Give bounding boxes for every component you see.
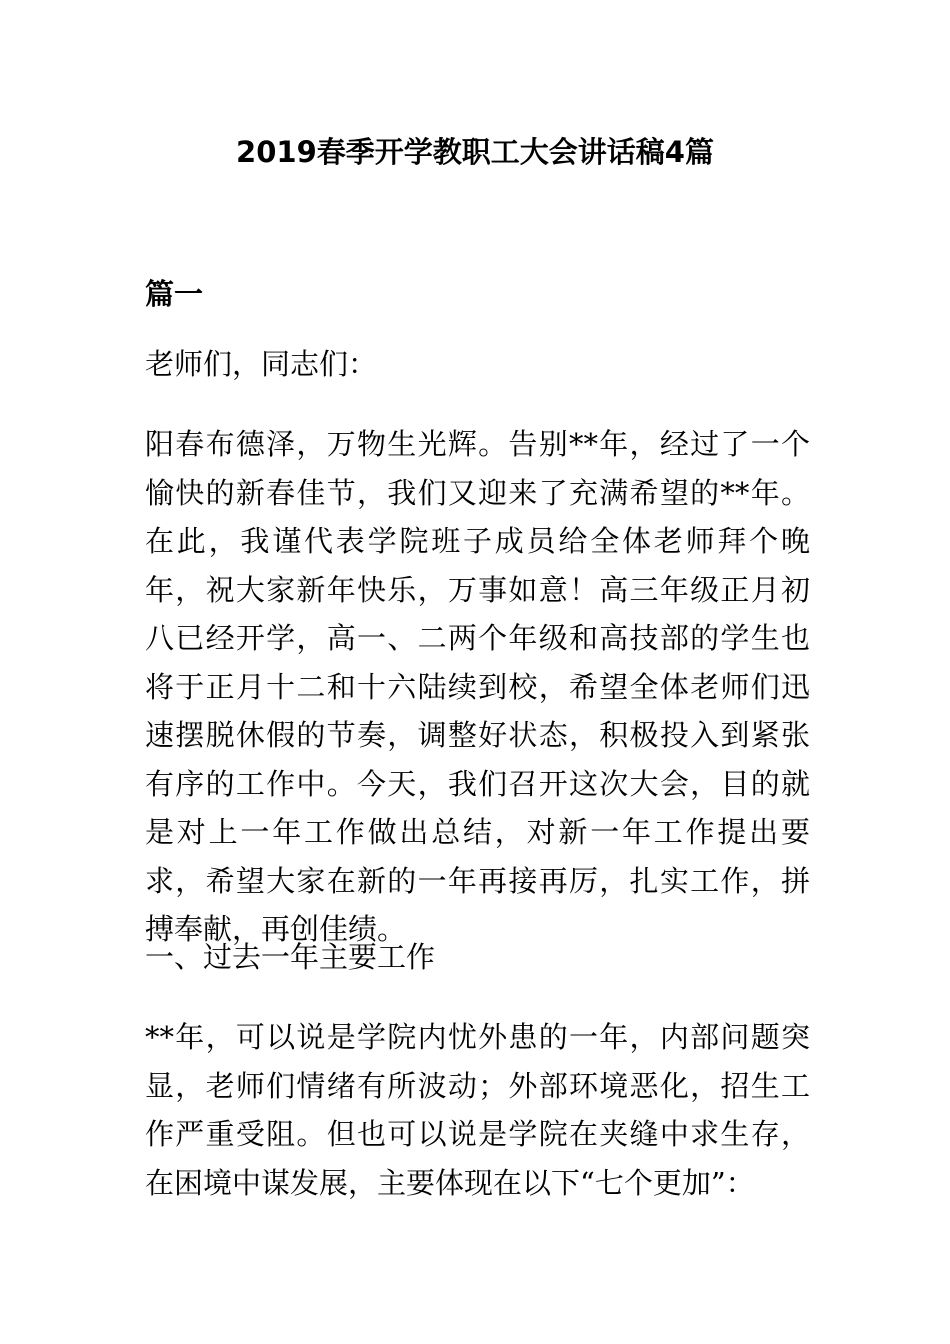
section-heading: 篇一 (145, 277, 204, 311)
subheading: 一、过去一年主要工作 (145, 940, 436, 974)
document-title: 2019春季开学教职工大会讲话稿4篇 (236, 135, 714, 169)
greeting-line: 老师们，同志们： (145, 347, 378, 381)
body-paragraph: 阳春布德泽，万物生光辉。告别**年，经过了一个愉快的新春佳节，我们又迎来了充满希望的**年。在此，我谨代表学院班子成员给全体老师拜个晚年，祝大家新年快乐，万事如意！高三年级正月初八已经开学，高一、二两个年级和高技部的学生也将于正月十二和十六陆续到校，希望全体老师们迅速摆脱休假的节奏，调整好状态，积极投入到紧张有序的工作中。今天，我们召开这次大会，目的就是对上一年工作做出总结，对新一年工作提出要求，希望大家在新的一年再接再厉，扎实工作，拼搏奉献，再创佳绩。 (145, 427, 810, 946)
body-paragraph: **年，可以说是学院内忧外患的一年，内部问题突显，老师们情绪有所波动；外部环境恶化，招生工作严重受阻。但也可以说是学院在夹缝中求生存，在困境中谋发展，主要体现在以下“七个更加”： (145, 1020, 810, 1200)
